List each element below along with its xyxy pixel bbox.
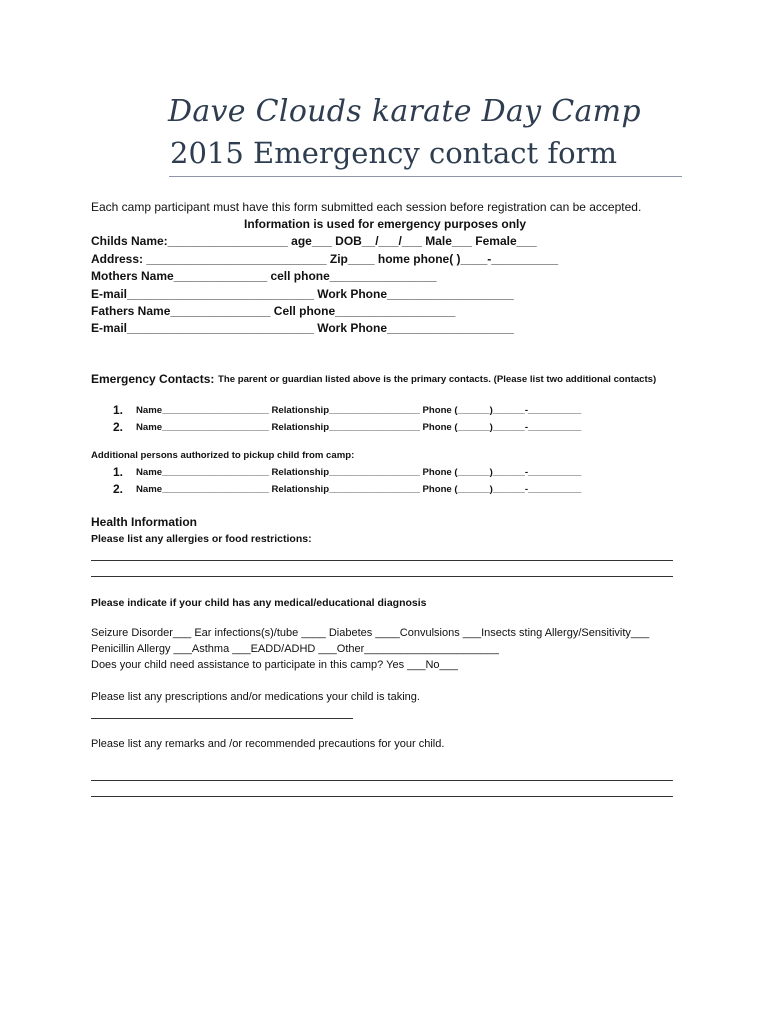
pickup-heading: Additional persons authorized to pickup child from camp:: [91, 450, 355, 461]
fathers-name-line: Fathers Name_______________ Cell phone__________________: [91, 304, 456, 318]
pickup-number: 2.: [113, 482, 124, 496]
diagnosis-line: Penicillin Allergy ___Asthma ___EADD/ADHD ___Other______________________: [91, 643, 499, 655]
remarks-line: [91, 796, 673, 797]
prescriptions-line: [91, 718, 353, 719]
allergies-prompt: Please list any allergies or food restrictions:: [91, 533, 312, 545]
emergency-purpose-note: Information is used for emergency purposes only: [244, 217, 527, 231]
emergency-heading: Emergency Contacts:: [91, 372, 215, 386]
contact-line: Name____________________ Relationship_________________ Phone (______)______-__________: [136, 422, 582, 433]
remarks-prompt: Please list any remarks and /or recommended precautions for your child.: [91, 738, 445, 750]
emergency-note: The parent or guardian listed above is the primary contacts. (Please list two additional contacts): [218, 374, 657, 385]
allergies-line: [91, 576, 673, 577]
contact-number: 1.: [113, 403, 124, 417]
diagnosis-heading: Please indicate if your child has any medical/educational diagnosis: [91, 597, 427, 609]
contact-number: 2.: [113, 420, 124, 434]
form-title: Dave Clouds karate Day Camp: [168, 94, 641, 129]
form-subtitle: 2015 Emergency contact form: [170, 136, 617, 170]
assistance-question: Does your child need assistance to participate in this camp? Yes ___No___: [91, 659, 458, 671]
childs-name-line: Childs Name:__________________ age___ DOB__/___/___ Male___ Female___: [91, 234, 537, 248]
father-email-line: E-mail____________________________ Work Phone___________________: [91, 321, 514, 335]
contact-line: Name____________________ Relationship_________________ Phone (______)______-__________: [136, 405, 582, 416]
health-heading: Health Information: [91, 515, 198, 529]
pickup-line: Name____________________ Relationship_________________ Phone (______)______-__________: [136, 484, 582, 495]
pickup-line: Name____________________ Relationship_________________ Phone (______)______-__________: [136, 467, 582, 478]
pickup-number: 1.: [113, 465, 124, 479]
remarks-line: [91, 780, 673, 781]
address-line: Address: ___________________________ Zip____ home phone( )____-__________: [91, 252, 558, 266]
title-divider: [169, 176, 682, 177]
prescriptions-prompt: Please list any prescriptions and/or medications your child is taking.: [91, 691, 420, 703]
allergies-line: [91, 560, 673, 561]
intro-text: Each camp participant must have this form submitted each session before registration can be accepted.: [91, 200, 642, 214]
diagnosis-line: Seizure Disorder___ Ear infections(s)/tube ____ Diabetes ____Convulsions ___Insects sting Allergy/Sensitivity___: [91, 627, 650, 639]
mother-email-line: E-mail____________________________ Work Phone___________________: [91, 287, 514, 301]
mothers-name-line: Mothers Name______________ cell phone________________: [91, 269, 437, 283]
